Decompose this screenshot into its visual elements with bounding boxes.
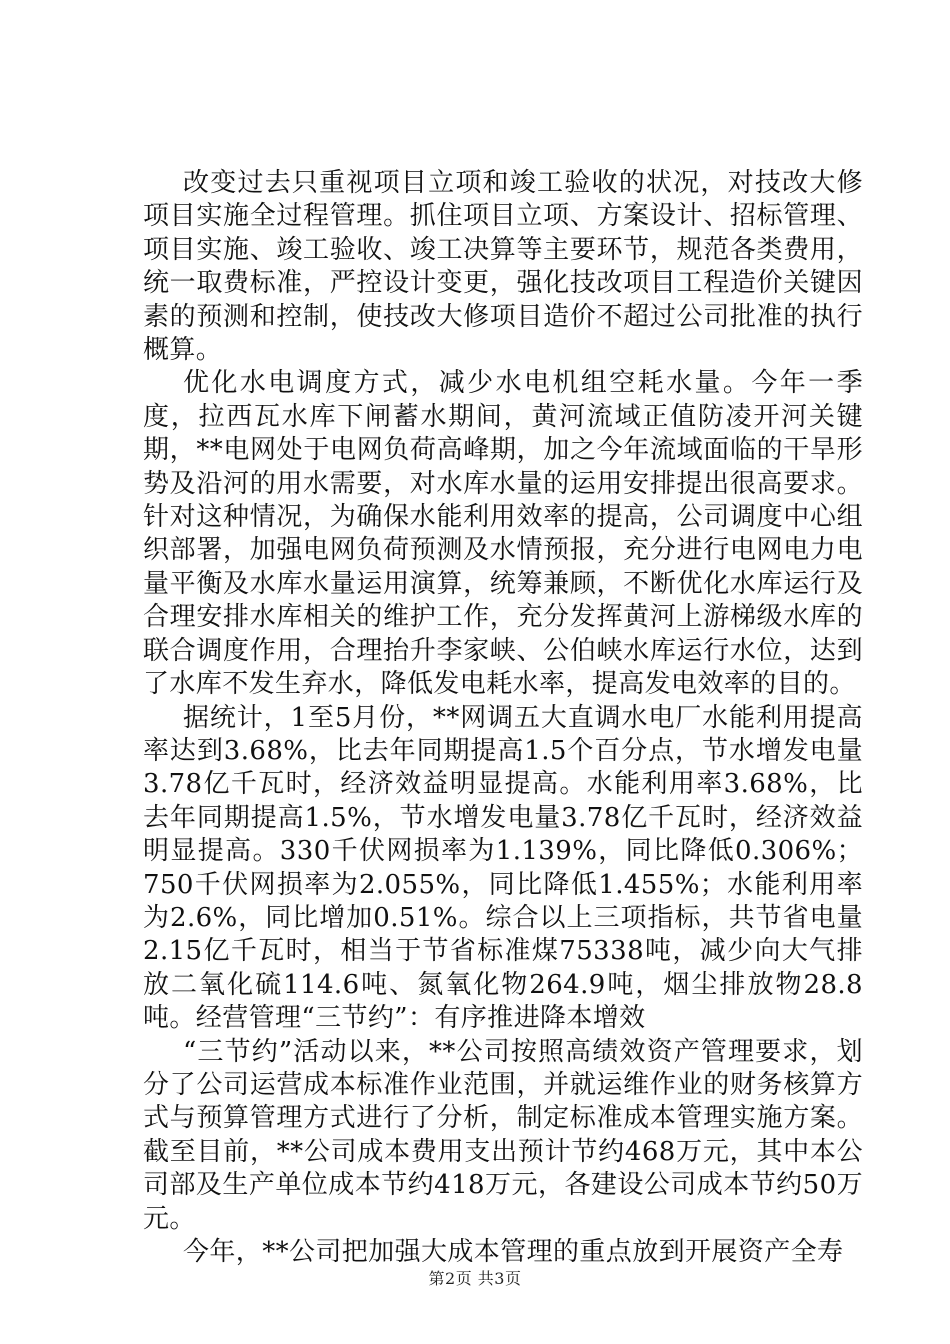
paragraph-cost-management: 今年，**公司把加强大成本管理的重点放到开展资产全寿	[183, 1237, 844, 1267]
paragraph-statistics: 据统计，1至5月份，**网调五大直调水电厂水能利用提高率达到3.68%，比去年同期提高1.5个百分点，节水增发电量3.78亿千瓦时，经济效益明显提高。水能利用率3.68%，比去年同期提高1.5%，节水增发电量3.78亿千瓦时，经济效益明显提高。330千伏网损率为1.139%，同比降低0.306%；750千伏网损率为2.055%，同比降低1.455%；水能利用率为2.6%，同比增加0.51%。综合以上三项指标，共节省电量2.15亿千瓦时，相当于节省标准煤75338吨，减少向大气排放二氧化硫114.6吨、氮氧化物264.9吨，烟尘排放物28.8吨。经营管理“三节约”：有序推进降本增效	[143, 702, 863, 1034]
paragraph-three-savings: “三节约”活动以来，**公司按照高绩效资产管理要求，划分了公司运营成本标准作业范围，并就运维作业的财务核算方式与预算管理方式进行了分析，制定标准成本管理实施方案。截至目前，**公司成本费用支出预计节约468万元，其中本公司部及生产单位成本节约418万元，各建设公司成本节约50万元。	[143, 1036, 863, 1234]
paragraph-project-management: 改变过去只重视项目立项和竣工验收的状况，对技改大修项目实施全过程管理。抓住项目立项、方案设计、招标管理、项目实施、竣工验收、竣工决算等主要环节，规范各类费用，统一取费标准，严控设计变更，强化技改项目工程造价关键因素的预测和控制，使技改大修项目造价不超过公司批准的执行概算。	[143, 168, 863, 366]
paragraph-hydro-dispatch: 优化水电调度方式，减少水电机组空耗水量。今年一季度，拉西瓦水库下闸蓄水期间，黄河流域正值防凌开河关键期，**电网处于电网负荷高峰期，加之今年流域面临的干旱形势及沿河的用水需要，对水库水量的运用安排提出很高要求。针对这种情况，为确保水能利用效率的提高，公司调度中心组织部署，加强电网负荷预测及水情预报，充分进行电网电力电量平衡及水库水量运用演算，统筹兼顾，不断优化水库运行及合理安排水库相关的维护工作，充分发挥黄河上游梯级水库的联合调度作用，合理抬升李家峡、公伯峡水库运行水位，达到了水库不发生弃水，降低发电耗水率，提高发电效率的目的。	[143, 368, 863, 700]
page-footer: 第2页 共3页	[428, 1269, 522, 1288]
document-body	[143, 167, 863, 1269]
